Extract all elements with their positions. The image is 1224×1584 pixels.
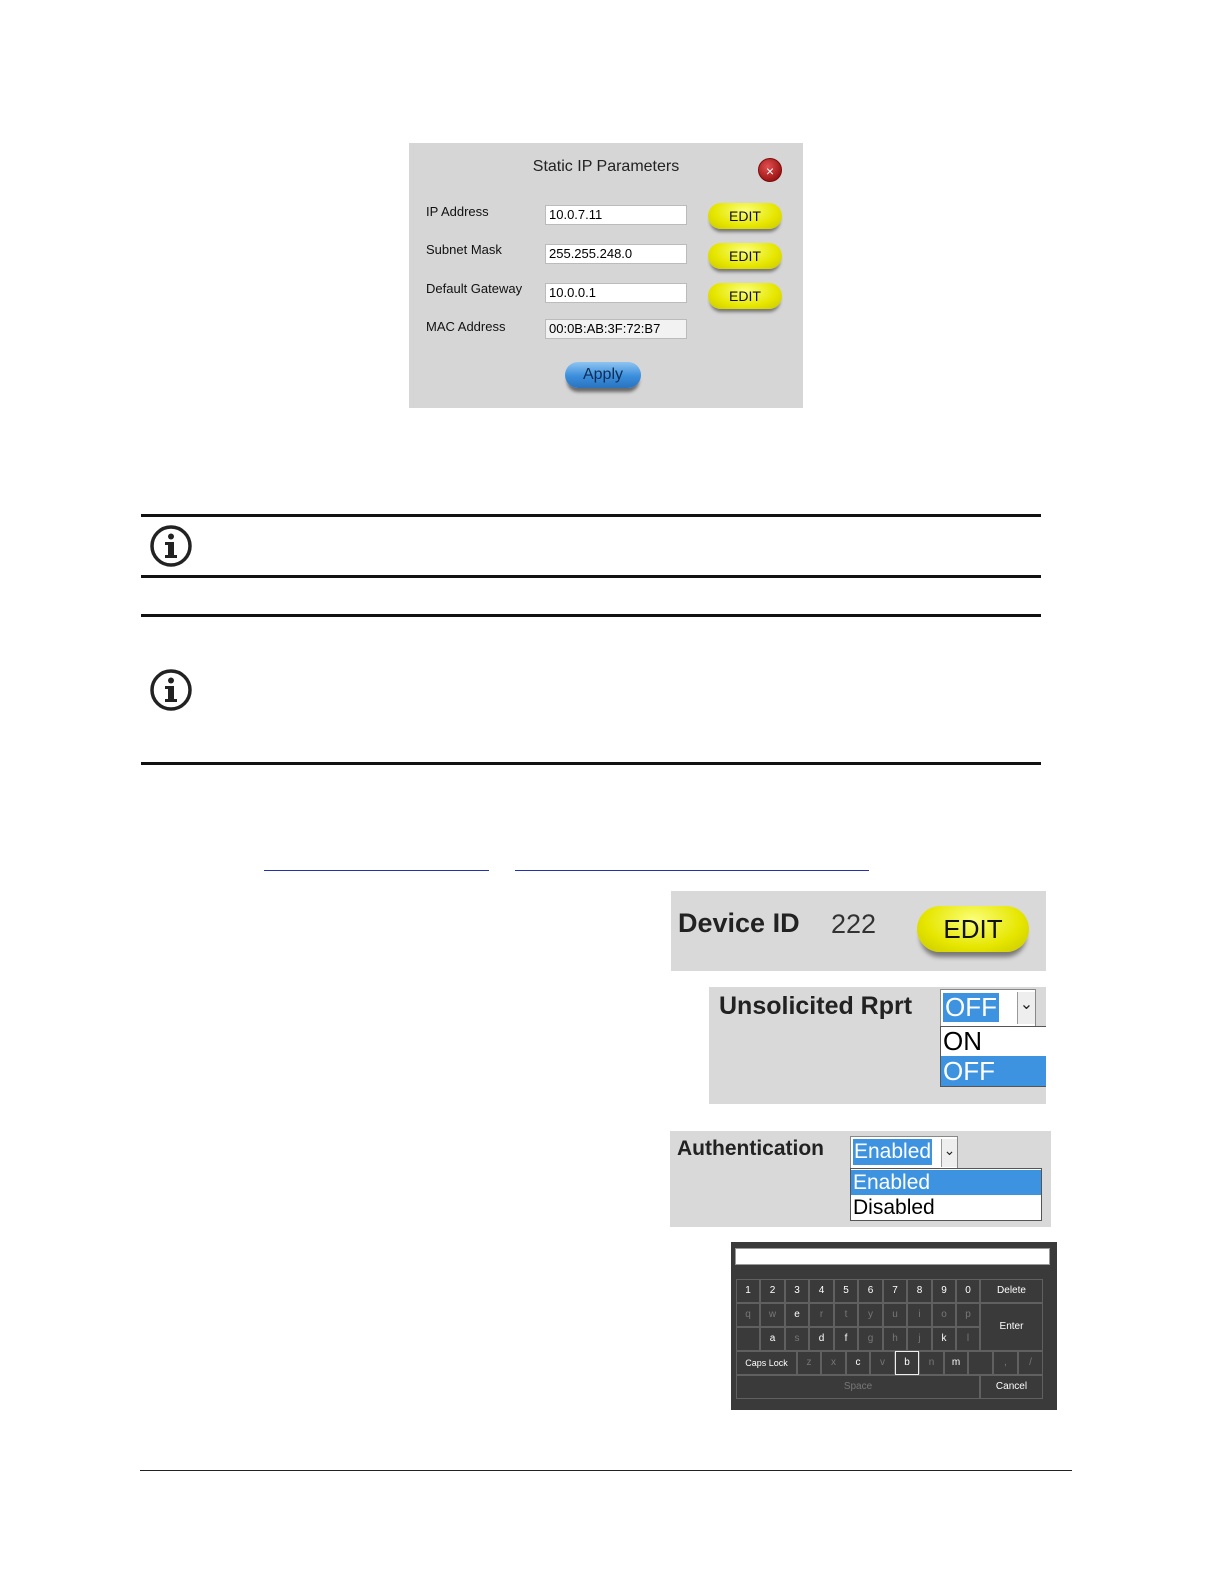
key-p[interactable]: p — [956, 1303, 980, 1327]
delete-key[interactable]: Delete — [980, 1279, 1043, 1303]
link-underline[interactable] — [515, 870, 869, 871]
key-b[interactable]: b — [895, 1351, 919, 1375]
authentication-label: Authentication — [677, 1137, 824, 1160]
key-m[interactable]: m — [944, 1351, 968, 1375]
link-underline[interactable] — [264, 870, 489, 871]
key-5[interactable]: 5 — [834, 1279, 858, 1303]
key-comma[interactable]: , — [993, 1351, 1018, 1375]
key-7[interactable]: 7 — [883, 1279, 907, 1303]
key-w[interactable]: w — [760, 1303, 785, 1327]
key-d[interactable]: d — [809, 1327, 834, 1351]
chevron-down-icon[interactable]: ⌄ — [941, 1139, 957, 1167]
authentication-options — [850, 1168, 1042, 1221]
key-v[interactable]: v — [870, 1351, 895, 1375]
close-icon[interactable]: × — [758, 158, 782, 182]
keyboard-input[interactable] — [735, 1248, 1050, 1265]
key-k[interactable]: k — [932, 1327, 956, 1351]
key-2[interactable]: 2 — [760, 1279, 785, 1303]
edit-ip-address-button[interactable]: EDIT — [708, 203, 782, 229]
unsolicited-report-select[interactable] — [940, 989, 1036, 1027]
default-gateway-label: Default Gateway — [426, 281, 523, 296]
authentication-select[interactable] — [850, 1136, 958, 1169]
enter-key[interactable]: Enter — [980, 1303, 1043, 1351]
chevron-down-icon[interactable]: ⌄ — [1017, 992, 1035, 1024]
static-ip-dialog — [409, 143, 803, 408]
key-4[interactable]: 4 — [809, 1279, 834, 1303]
note2-top-rule — [141, 614, 1041, 617]
selected-value: OFF — [945, 992, 997, 1022]
key-8[interactable]: 8 — [907, 1279, 932, 1303]
key-blank[interactable] — [968, 1351, 993, 1375]
key-j[interactable]: j — [907, 1327, 932, 1351]
key-z[interactable]: z — [797, 1351, 821, 1375]
key-f[interactable]: f — [834, 1327, 858, 1351]
key-g[interactable]: g — [858, 1327, 883, 1351]
subnet-mask-label: Subnet Mask — [426, 242, 502, 257]
edit-subnet-mask-button[interactable]: EDIT — [708, 243, 782, 269]
key-9[interactable]: 9 — [932, 1279, 956, 1303]
edit-default-gateway-button[interactable]: EDIT — [708, 283, 782, 309]
note2-bottom-rule — [141, 762, 1041, 765]
key-u[interactable]: u — [883, 1303, 907, 1327]
key-e[interactable]: e — [785, 1303, 809, 1327]
key-o[interactable]: o — [932, 1303, 956, 1327]
key-s[interactable]: s — [785, 1327, 809, 1351]
authentication-panel — [670, 1131, 1051, 1227]
key-y[interactable]: y — [858, 1303, 883, 1327]
subnet-mask-field[interactable]: 255.255.248.0 — [545, 244, 687, 264]
ip-address-field[interactable]: 10.0.7.11 — [545, 205, 687, 225]
note-top-rule — [141, 514, 1041, 517]
selected-value: Enabled — [854, 1140, 932, 1163]
key-0[interactable]: 0 — [956, 1279, 980, 1303]
edit-device-id-button[interactable]: EDIT — [917, 906, 1029, 952]
key-n[interactable]: n — [919, 1351, 944, 1375]
cancel-key[interactable]: Cancel — [980, 1375, 1043, 1399]
key-6[interactable]: 6 — [858, 1279, 883, 1303]
key-r[interactable]: r — [809, 1303, 834, 1327]
key-a[interactable]: a — [760, 1327, 785, 1351]
note-bottom-rule — [141, 575, 1041, 578]
unsolicited-report-panel — [709, 987, 1046, 1104]
info-icon — [149, 524, 193, 568]
device-id-label: Device ID — [678, 908, 800, 938]
key-c[interactable]: c — [846, 1351, 870, 1375]
key-x[interactable]: x — [821, 1351, 846, 1375]
unsolicited-report-label: Unsolicited Rprt — [719, 992, 913, 1020]
footer-rule — [140, 1470, 1072, 1471]
info-icon — [149, 668, 193, 712]
unsolicited-report-options — [940, 1026, 1046, 1087]
key-slash[interactable]: / — [1018, 1351, 1043, 1375]
key-3[interactable]: 3 — [785, 1279, 809, 1303]
option-enabled[interactable]: Enabled — [851, 1170, 1041, 1195]
key-i[interactable]: i — [907, 1303, 932, 1327]
option-on[interactable]: ON — [943, 1026, 982, 1056]
key-l[interactable]: l — [956, 1327, 980, 1351]
key-t[interactable]: t — [834, 1303, 858, 1327]
key-1[interactable]: 1 — [736, 1279, 760, 1303]
key-blank[interactable] — [736, 1327, 760, 1351]
caps-lock-key[interactable]: Caps Lock — [736, 1351, 797, 1375]
dialog-title: Static IP Parameters — [532, 158, 680, 175]
mac-address-field: 00:0B:AB:3F:72:B7 — [545, 319, 687, 339]
default-gateway-field[interactable]: 10.0.0.1 — [545, 283, 687, 303]
key-q[interactable]: q — [736, 1303, 760, 1327]
option-off[interactable]: OFF — [941, 1056, 1046, 1086]
key-h[interactable]: h — [883, 1327, 907, 1351]
apply-button[interactable]: Apply — [565, 362, 641, 388]
device-id-panel — [671, 891, 1046, 971]
ip-address-label: IP Address — [426, 204, 489, 219]
mac-address-label: MAC Address — [426, 319, 506, 334]
device-id-value: 222 — [831, 909, 877, 939]
on-screen-keyboard — [731, 1242, 1057, 1410]
space-key[interactable]: Space — [736, 1375, 980, 1399]
option-disabled[interactable]: Disabled — [853, 1196, 935, 1219]
